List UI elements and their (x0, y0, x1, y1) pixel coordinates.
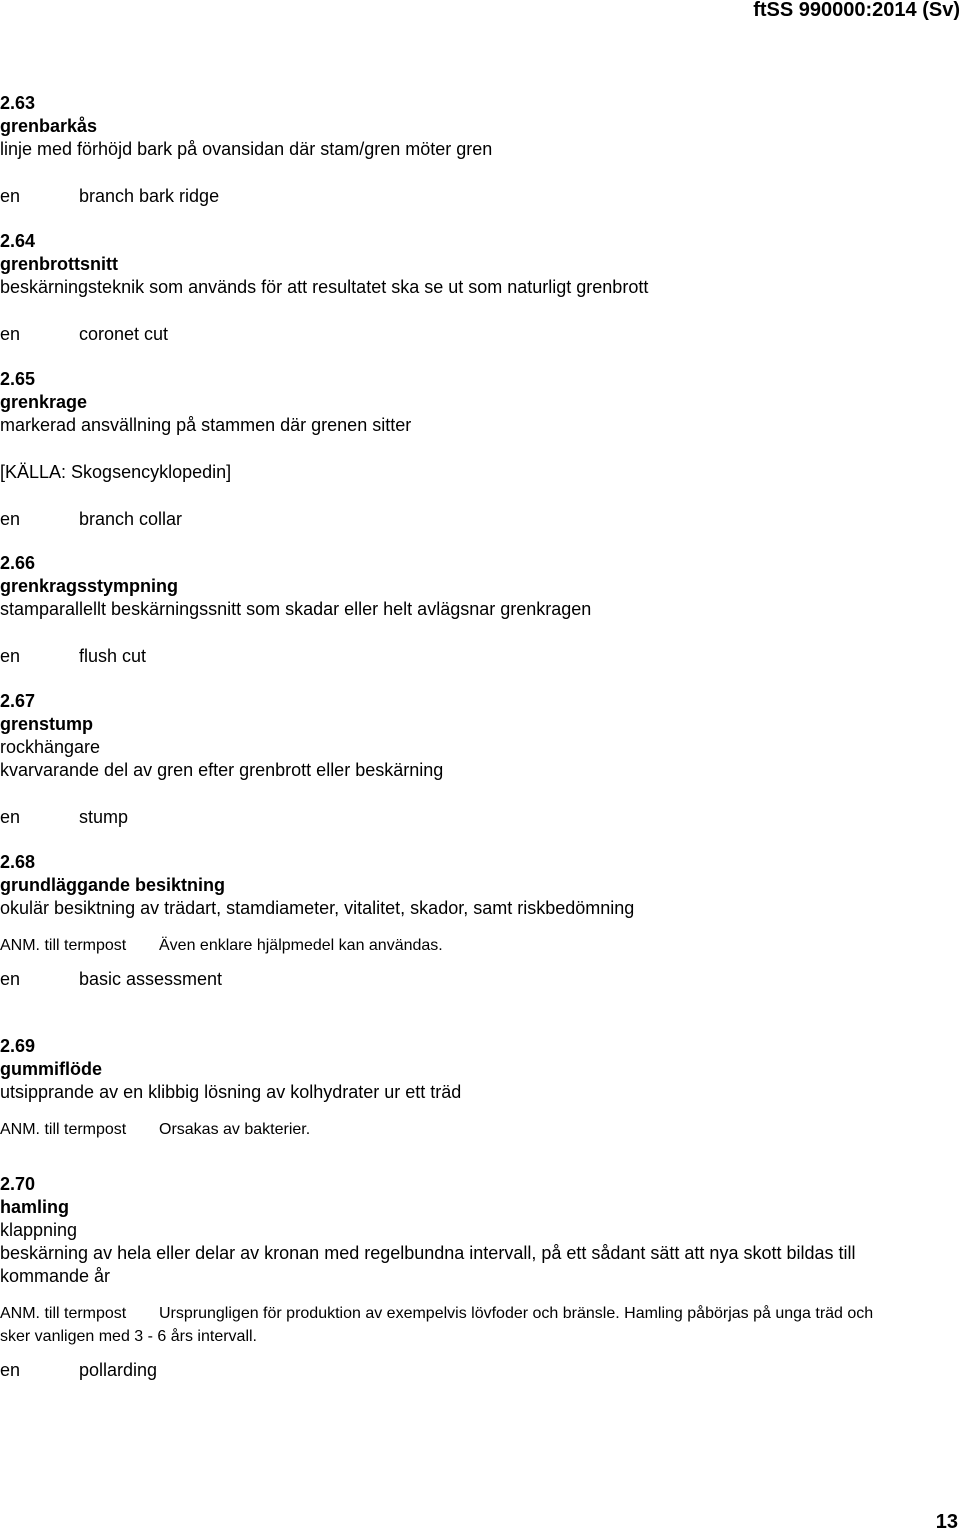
note-label: ANM. till termpost (0, 937, 127, 954)
translation: branch collar (79, 509, 183, 529)
translation: stump (79, 807, 129, 827)
translation: basic assessment (79, 969, 223, 989)
term-number: 2.68 (0, 852, 36, 872)
term-entry-2-65 (0, 368, 955, 531)
definition: kvarvarande del av gren efter grenbrott eller beskärning (0, 760, 444, 780)
translation-row (0, 185, 955, 208)
note-text-line-1: Ursprungligen för produktion av exempelvis lövfoder och bränsle. Hamling påbörjas på unga träd och (159, 1305, 874, 1322)
translation-row (0, 323, 955, 346)
definition: beskärningsteknik som används för att resultatet ska se ut som naturligt grenbrott (0, 277, 649, 297)
language-code: en (0, 646, 21, 666)
definition-line-2: kommande år (0, 1266, 111, 1286)
term-number: 2.64 (0, 231, 36, 251)
translation: flush cut (79, 646, 147, 666)
definition: okulär besiktning av trädart, stamdiameter, vitalitet, skador, samt riskbedömning (0, 898, 635, 918)
term: grenkrage (0, 392, 88, 412)
definition: stamparallellt beskärningssnitt som skadar eller helt avlägsnar grenkragen (0, 599, 592, 619)
term-entry-2-66 (0, 552, 955, 668)
source-reference: [KÄLLA: Skogsencyklopedin] (0, 462, 232, 482)
translation-row (0, 645, 955, 668)
language-code: en (0, 324, 21, 344)
term: grenkragsstympning (0, 576, 179, 596)
term: hamling (0, 1197, 70, 1217)
translation: coronet cut (79, 324, 169, 344)
term-entry-2-63 (0, 92, 955, 208)
term-entry-2-68 (0, 851, 955, 991)
translation: branch bark ridge (79, 186, 220, 206)
definition: markerad ansvällning på stammen där grenen sitter (0, 415, 412, 435)
term-number: 2.69 (0, 1036, 36, 1056)
term: grenbrottsnitt (0, 254, 118, 274)
term-note (0, 934, 955, 957)
translation: pollarding (79, 1360, 158, 1380)
definition: linje med förhöjd bark på ovansidan där stam/gren möter gren (0, 139, 493, 159)
term: grenbarkås (0, 116, 98, 136)
term: grundläggande besiktning (0, 875, 226, 895)
term-number: 2.70 (0, 1174, 36, 1194)
translation-row (0, 806, 955, 829)
synonym: rockhängare (0, 737, 101, 757)
language-code: en (0, 1360, 21, 1380)
term-entry-2-69 (0, 1035, 955, 1141)
term-number: 2.65 (0, 369, 36, 389)
note-text: Även enklare hjälpmedel kan användas. (159, 937, 443, 954)
term-entry-2-67 (0, 690, 955, 829)
note-line-1 (0, 1302, 955, 1325)
term-entry-2-70 (0, 1173, 955, 1382)
language-code: en (0, 186, 21, 206)
synonym: klappning (0, 1220, 78, 1240)
note-text-line-2: sker vanligen med 3 - 6 års intervall. (0, 1328, 257, 1345)
page-number: 13 (935, 1511, 958, 1533)
definition-line-1: beskärning av hela eller delar av kronan med regelbundna intervall, på ett sådant sätt att nya skott bildas till (0, 1243, 856, 1263)
note-label: ANM. till termpost (0, 1121, 127, 1138)
term-number: 2.66 (0, 553, 36, 573)
translation-row (0, 508, 955, 531)
term: gummiflöde (0, 1059, 102, 1079)
term-note (0, 1302, 955, 1348)
language-code: en (0, 807, 21, 827)
definition: utsipprande av en klibbig lösning av kolhydrater ur ett träd (0, 1082, 462, 1102)
term-number: 2.67 (0, 691, 36, 711)
translation-row (0, 968, 955, 991)
translation-row (0, 1359, 955, 1382)
language-code: en (0, 969, 21, 989)
note-text: Orsakas av bakterier. (159, 1121, 311, 1138)
term-number: 2.63 (0, 93, 36, 113)
term: grenstump (0, 714, 94, 734)
language-code: en (0, 509, 21, 529)
term-entry-2-64 (0, 230, 955, 346)
document-id-header: ftSS 990000:2014 (Sv) (753, 0, 960, 21)
term-note (0, 1118, 955, 1141)
note-label: ANM. till termpost (0, 1305, 127, 1322)
